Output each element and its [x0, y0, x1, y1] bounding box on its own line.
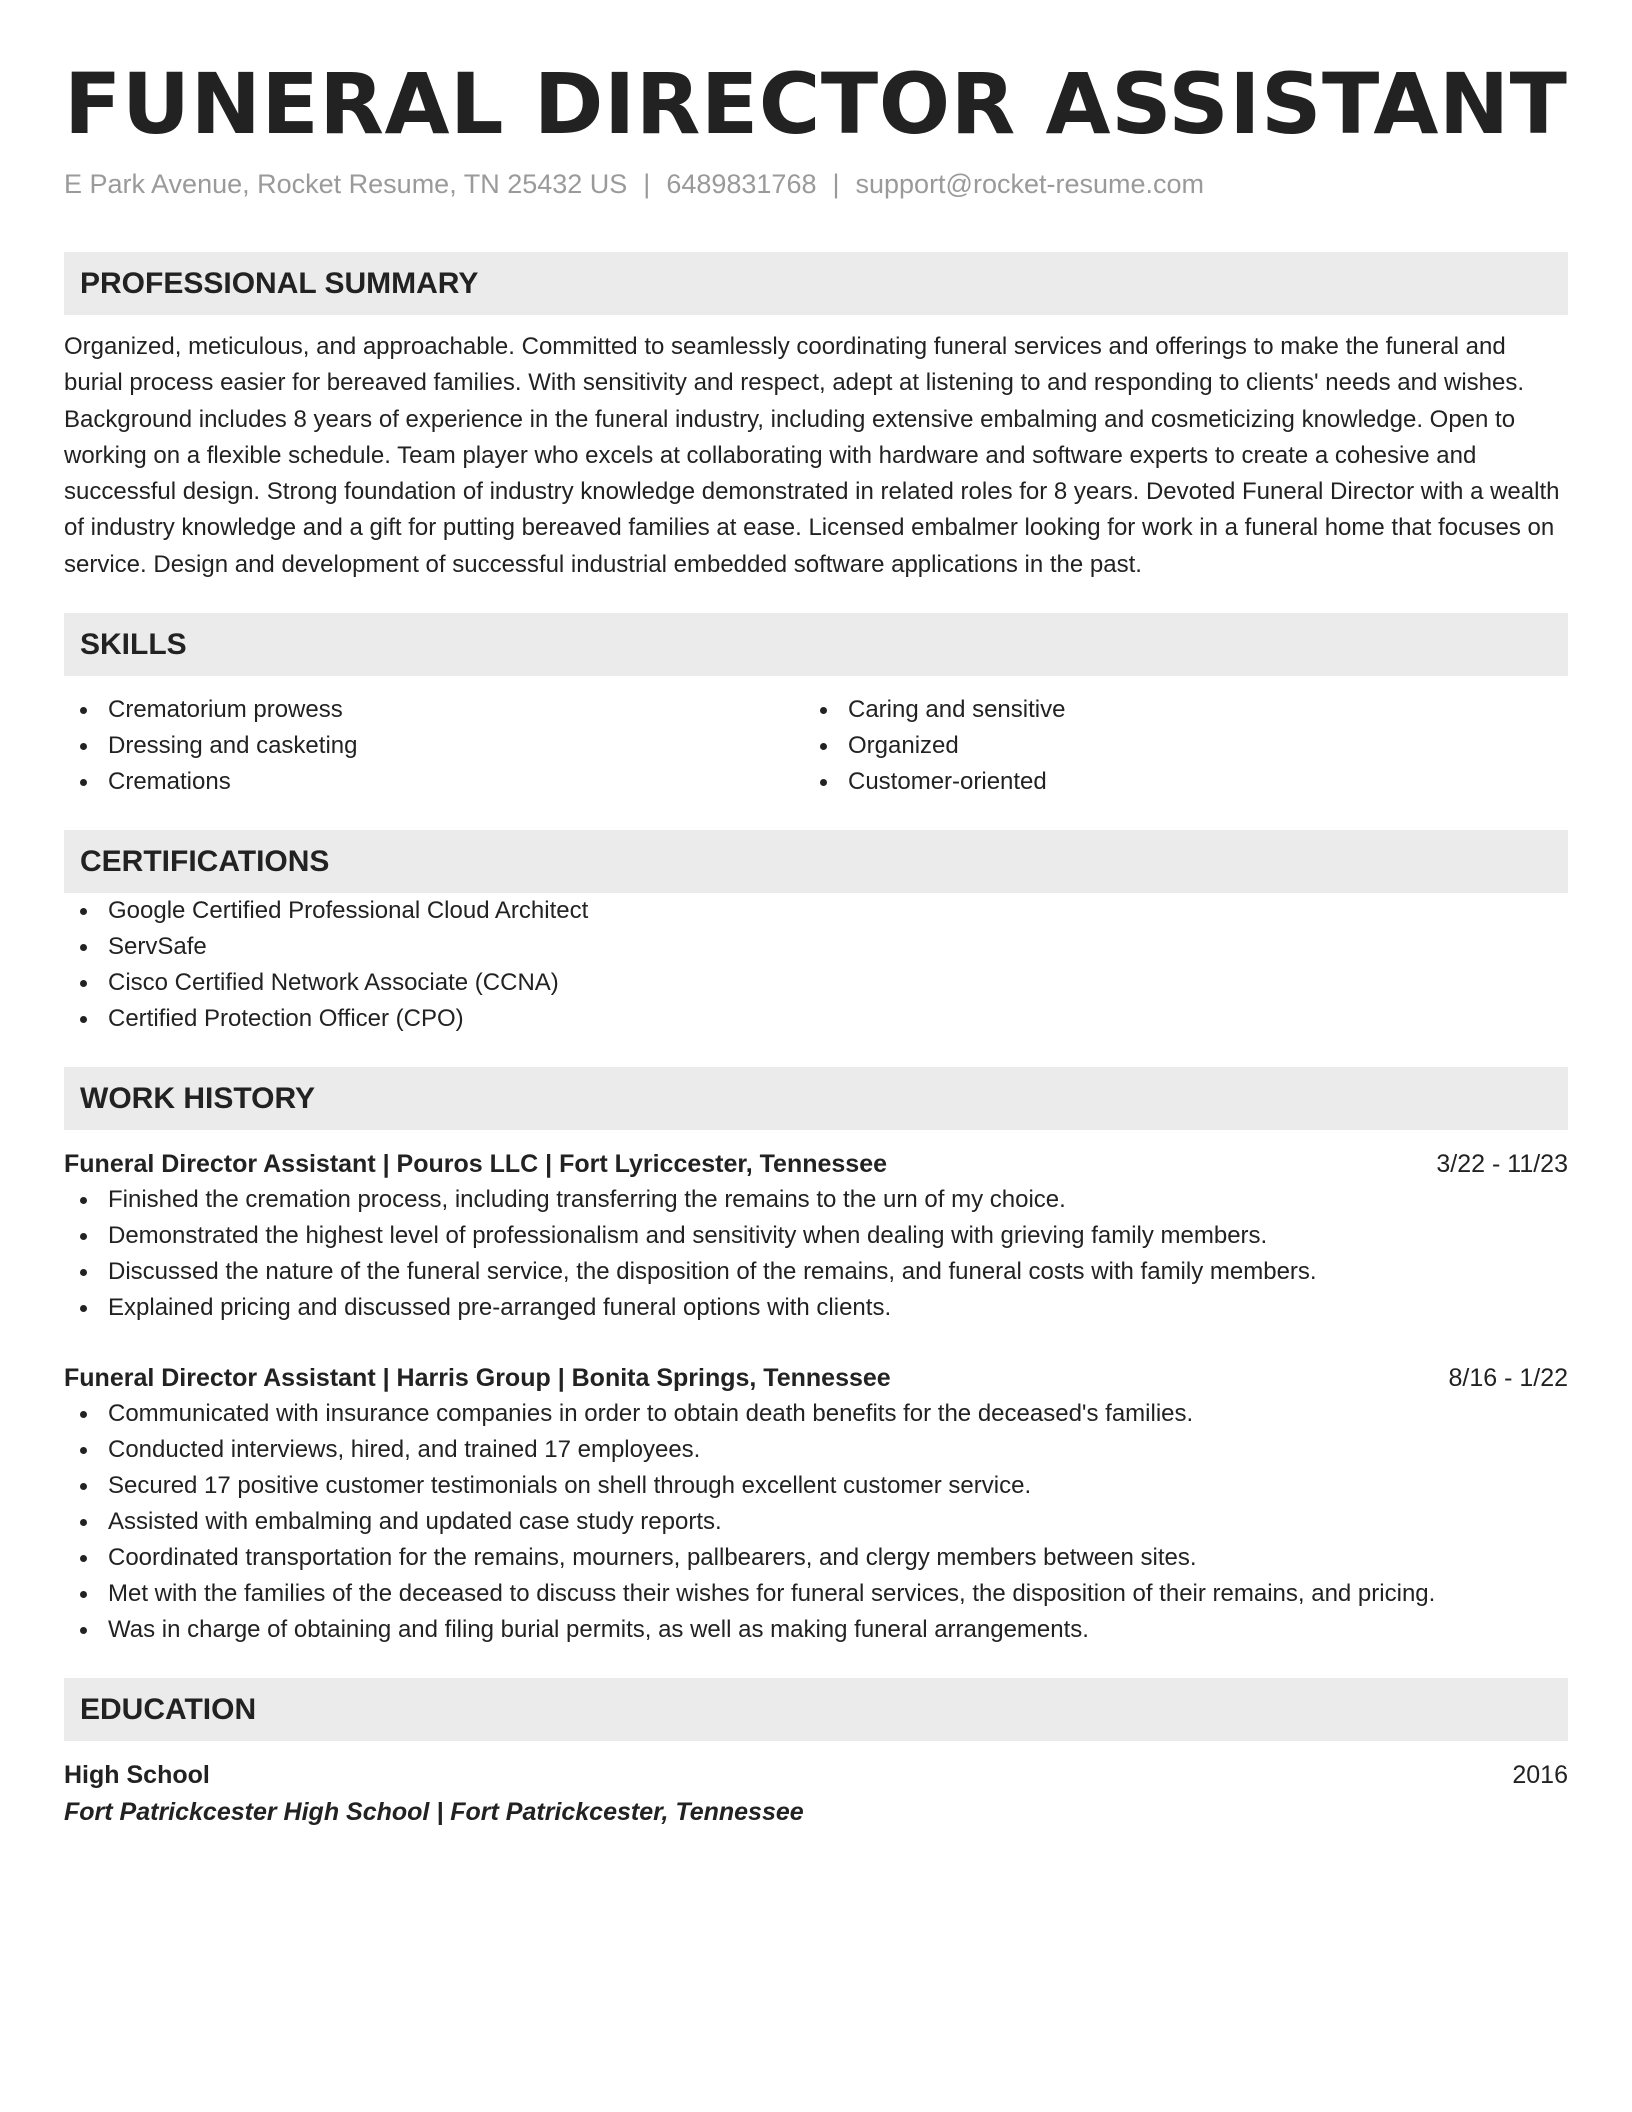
contact-email: support@rocket-resume.com: [855, 169, 1205, 199]
skill-item: Caring and sensitive: [804, 692, 1544, 728]
certification-item: ServSafe: [64, 929, 1568, 965]
certification-item: Cisco Certified Network Associate (CCNA): [64, 965, 1568, 1001]
education-year: 2016: [1512, 1761, 1568, 1790]
contact-line: [64, 166, 1568, 202]
contact-separator: |: [643, 169, 651, 199]
job-bullets: [64, 1396, 1568, 1648]
job-dates: 3/22 - 11/23: [1436, 1150, 1568, 1179]
skills-heading: SKILLS: [64, 613, 1568, 676]
certification-item: Certified Protection Officer (CPO): [64, 1001, 1568, 1037]
summary-heading: PROFESSIONAL SUMMARY: [64, 252, 1568, 315]
job-bullet: Conducted interviews, hired, and trained 17 employees.: [64, 1432, 1568, 1468]
education-degree: High School: [64, 1761, 210, 1790]
contact-address: E Park Avenue, Rocket Resume, TN 25432 US: [64, 169, 628, 199]
job-bullet: Demonstrated the highest level of professionalism and sensitivity when dealing with grieving family members.: [64, 1218, 1568, 1254]
summary-text: Organized, meticulous, and approachable. Committed to seamlessly coordinating funeral services and offerings to make the funeral and burial process easier for bereaved families. With sensitivity and respect, adept at listening to and responding to clients' needs and wishes. Background includes 8 years of experience in the funeral industry, including extensive embalming and cosmeticizing knowledge. Open to working on a flexible schedule. Team player who excels at collaborating with hardware and software experts to create a cohesive and successful design. Strong foundation of industry knowledge demonstrated in related roles for 8 years. Devoted Funeral Director with a wealth of industry knowledge and a gift for putting bereaved families at ease. Licensed embalmer looking for work in a funeral home that focuses on service. Design and development of successful industrial embedded software applications in the past.: [64, 333, 1560, 578]
skills-column-left: [64, 692, 804, 800]
job-bullet: Secured 17 positive customer testimonials on shell through excellent customer service.: [64, 1468, 1568, 1504]
job-bullet: Discussed the nature of the funeral service, the disposition of the remains, and funeral costs with family members.: [64, 1254, 1568, 1290]
job-header: [64, 1146, 1568, 1182]
contact-phone: 6489831768: [666, 169, 817, 199]
job-bullet: Explained pricing and discussed pre-arranged funeral options with clients.: [64, 1290, 1568, 1326]
skills-column-right: [804, 692, 1544, 800]
job-title: Funeral Director Assistant | Harris Group | Bonita Springs, Tennessee: [64, 1364, 891, 1393]
education-header: [64, 1757, 1568, 1793]
skill-item: Organized: [804, 728, 1544, 764]
job-bullet: Met with the families of the deceased to discuss their wishes for funeral services, the disposition of their remains, and pricing.: [64, 1576, 1568, 1612]
certification-item: Google Certified Professional Cloud Architect: [64, 893, 1568, 929]
education-heading: EDUCATION: [64, 1678, 1568, 1741]
job-header: [64, 1360, 1568, 1396]
job-title: Funeral Director Assistant | Pouros LLC | Fort Lyriccester, Tennessee: [64, 1150, 888, 1179]
skill-item: Dressing and casketing: [64, 728, 804, 764]
education-school: Fort Patrickcester High School | Fort Patrickcester, Tennessee: [64, 1798, 804, 1827]
job-bullets: [64, 1182, 1568, 1326]
certifications-list: [64, 893, 1568, 1037]
job-bullet: Coordinated transportation for the remains, mourners, pallbearers, and clergy members between sites.: [64, 1540, 1568, 1576]
skill-item: Customer-oriented: [804, 764, 1544, 800]
job-bullet: Finished the cremation process, including transferring the remains to the urn of my choice.: [64, 1182, 1568, 1218]
certifications-heading: CERTIFICATIONS: [64, 830, 1568, 893]
skill-item: Cremations: [64, 764, 804, 800]
job-dates: 8/16 - 1/22: [1448, 1364, 1568, 1393]
job-bullet: Assisted with embalming and updated case study reports.: [64, 1504, 1568, 1540]
work-history-heading: WORK HISTORY: [64, 1067, 1568, 1130]
job-bullet: Communicated with insurance companies in order to obtain death benefits for the deceased's families.: [64, 1396, 1568, 1432]
job-bullet: Was in charge of obtaining and filing burial permits, as well as making funeral arrangements.: [64, 1612, 1568, 1648]
resume-name: FUNERAL DIRECTOR ASSISTANT: [64, 55, 1568, 153]
skills-list: [64, 692, 1568, 800]
skill-item: Crematorium prowess: [64, 692, 804, 728]
contact-separator: |: [832, 169, 840, 199]
